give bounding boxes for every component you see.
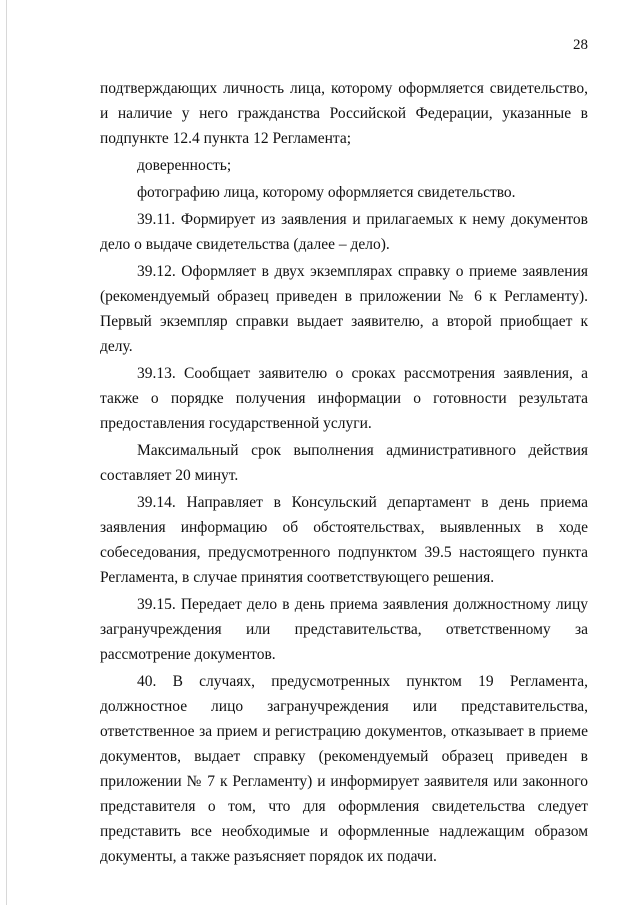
document-body [100, 76, 588, 869]
paragraph-max-time: Максимальный срок выполнения административного действия составляет 20 минут. [100, 442, 588, 484]
paragraph-39-15: 39.15. Передает дело в день приема заявления должностному лицу загранучреждения или представительства, ответственному за рассмотрение документов. [100, 596, 588, 663]
page-edge [6, 0, 7, 905]
page-number: 28 [573, 37, 588, 53]
paragraph-power-of-attorney: доверенность; [137, 157, 232, 174]
paragraph-39-11: 39.11. Формирует из заявления и прилагаемых к нему документов дело о выдаче свидетельства (далее – дело). [100, 211, 588, 253]
paragraph-documents-continuation: подтверждающих личность лица, которому оформляется свидетельство, и наличие у него гражданства Российской Федерации, указанные в подпункте 12.4 пункта 12 Регламента; [100, 80, 588, 147]
paragraph-photograph: фотографию лица, которому оформляется свидетельство. [137, 184, 516, 201]
paragraph-40: 40. В случаях, предусмотренных пунктом 19 Регламента, должностное лицо загранучреждения или представительства, ответственное за прием и регистрацию документов, отказывает в приеме документов, выдает справку (рекомендуемый образец приведен в приложении № 7 к Регламенту) и информирует заявителя или законного представителя о том, что для оформления свидетельства следует представить все необходимые и оформленные надлежащим образом документы, а также разъясняет порядок их подачи. [100, 673, 588, 865]
paragraph-39-13: 39.13. Сообщает заявителю о сроках рассмотрения заявления, а также о порядке получения информации о готовности результата предоставления государственной услуги. [100, 365, 588, 432]
paragraph-39-12: 39.12. Оформляет в двух экземплярах справку о приеме заявления (рекомендуемый образец приведен в приложении № 6 к Регламенту). Первый экземпляр справки выдает заявителю, а второй приобщает к делу. [100, 263, 588, 355]
paragraph-39-14: 39.14. Направляет в Консульский департамент в день приема заявления информацию об обстоятельствах, выявленных в ходе собеседования, предусмотренного подпунктом 39.5 настоящего пункта Регламента, в случае принятия соответствующего решения. [100, 494, 588, 586]
